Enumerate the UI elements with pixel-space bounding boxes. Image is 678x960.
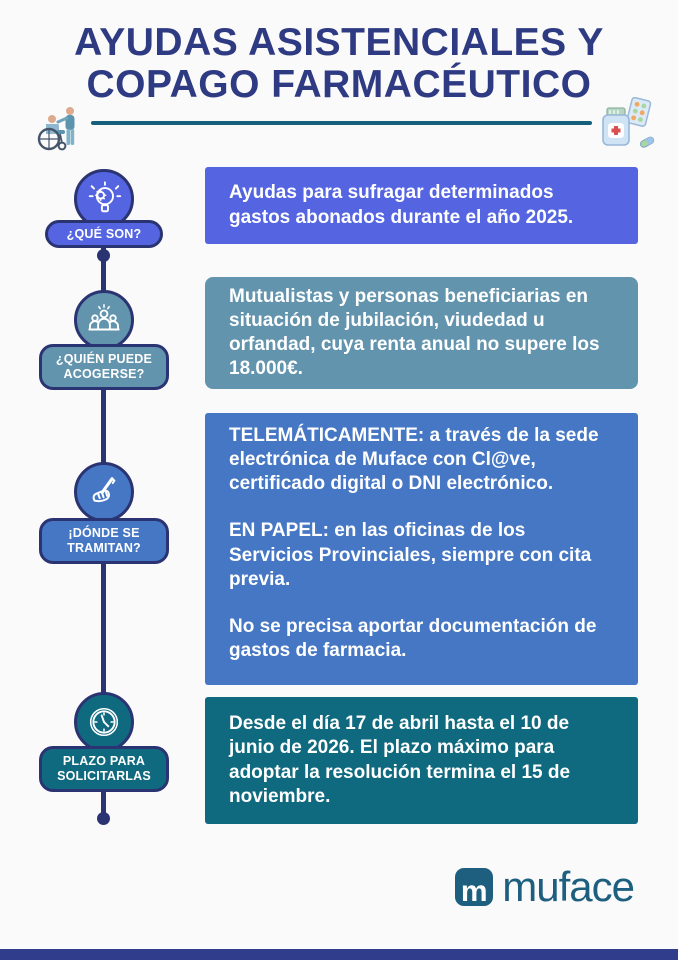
section-box-plazo bbox=[205, 697, 638, 824]
bottom-accent-bar bbox=[0, 949, 678, 960]
muface-logo bbox=[455, 863, 634, 910]
section-label-que-son bbox=[45, 220, 163, 248]
section-label-text: PLAZO PARA SOLICITARLAS bbox=[57, 754, 151, 783]
people-group-icon bbox=[85, 301, 123, 339]
page-title bbox=[0, 22, 678, 105]
section-box-que-son bbox=[205, 167, 638, 244]
section-body-text: Mutualistas y personas beneficiarias en situación de jubilación, viudedad u orfandad, cuya renta anual no supere los 18.000€. bbox=[229, 285, 600, 380]
section-label-text: ¡DÓNDE SE TRAMITAN? bbox=[67, 526, 141, 555]
page-title-line2: COPAGO FARMACÉUTICO bbox=[86, 62, 592, 106]
muface-logo-letter: m bbox=[460, 874, 488, 906]
section-box-quien-puede bbox=[205, 277, 638, 389]
section-body-text: No se precisa aportar documentación de gastos de farmacia. bbox=[229, 615, 597, 661]
timeline-dot bbox=[97, 249, 110, 262]
section-label-text: ¿QUÉ SON? bbox=[66, 226, 142, 241]
section-icon-circle-quien-puede bbox=[74, 290, 134, 350]
section-body-text: Ayudas para sufragar determinados gastos abonados durante el año 2025. bbox=[229, 182, 574, 228]
section-body-text: TELEMÁTICAMENTE: a través de la sede electrónica de Muface con Cl@ve, certificado digital o DNI electrónico. bbox=[229, 425, 599, 495]
header-divider bbox=[91, 121, 592, 125]
wheelchair-caregiver-icon bbox=[33, 103, 83, 151]
section-box-donde-tramitan bbox=[205, 413, 638, 685]
section-icon-circle-plazo bbox=[74, 692, 134, 752]
section-label-text: ¿QUIÉN PUEDE ACOGERSE? bbox=[55, 352, 153, 381]
section-label-donde-tramitan bbox=[39, 518, 169, 564]
section-body-text: EN PAPEL: en las oficinas de los Servicios Provinciales, siempre con cita previa. bbox=[229, 520, 592, 590]
lightbulb-gear-icon bbox=[85, 180, 123, 218]
muface-logo-text: muface bbox=[502, 863, 634, 910]
section-label-plazo bbox=[39, 746, 169, 792]
section-body-text: Desde el día 17 de abril hasta el 10 de junio de 2026. El plazo máximo para adoptar la resolución termina el 15 de noviembre. bbox=[229, 713, 571, 807]
hand-writing-icon bbox=[85, 473, 123, 511]
page-title-line1: AYUDAS ASISTENCIALES Y bbox=[74, 21, 604, 64]
section-icon-circle-donde-tramitan bbox=[74, 462, 134, 522]
section-label-quien-puede bbox=[39, 344, 169, 390]
timeline-dot bbox=[97, 812, 110, 825]
muface-logo-mark-icon bbox=[455, 868, 493, 906]
medicines-icon bbox=[597, 97, 661, 155]
clock-icon bbox=[85, 703, 123, 741]
